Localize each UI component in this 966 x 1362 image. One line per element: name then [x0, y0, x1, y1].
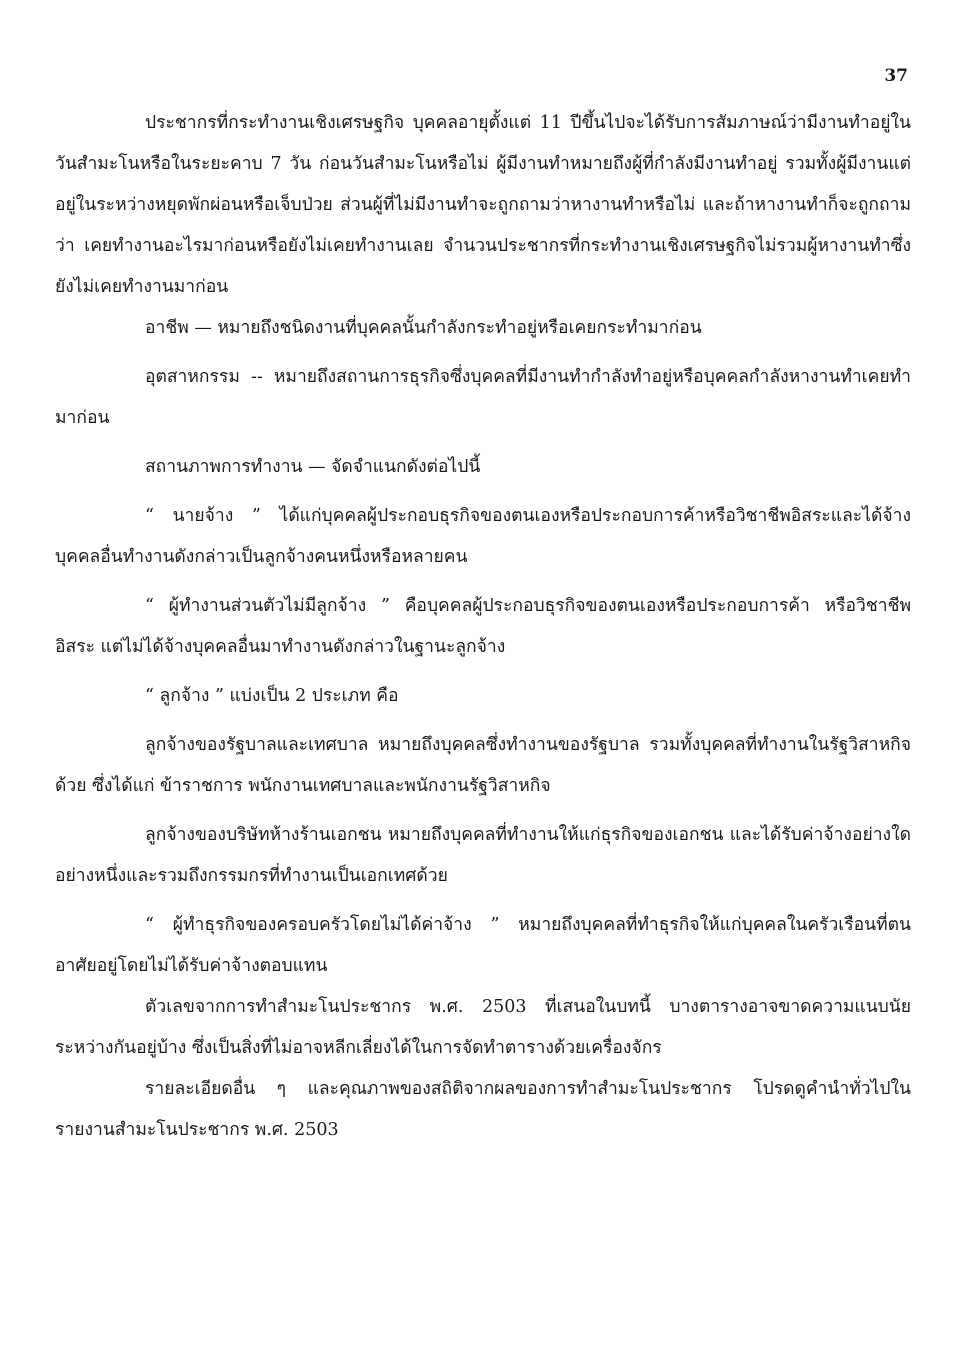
- paragraph-employer: “ นายจ้าง ” ได้แก่บุคคลผู้ประกอบธุรกิจของตนเองหรือประกอบการค้าหรือวิชาชีพอิสระและได้จ้างบุคคลอื่นทำงานดังกล่าวเป็นลูกจ้างคนหนึ่งหรือหลายคน: [55, 506, 911, 567]
- paragraph-own-account-worker: “ ผู้ทำงานส่วนตัวไม่มีลูกจ้าง ” คือบุคคลผู้ประกอบธุรกิจของตนเองหรือประกอบการค้า หรือวิชาชีพอิสระ แต่ไม่ได้จ้างบุคคลอื่นมาทำงานดังกล่าวในฐานะลูกจ้าง: [55, 596, 911, 657]
- paragraph-census-figures-note: ตัวเลขจากการทำสำมะโนประชากร พ.ศ. 2503 ที่เสนอในบทนี้ บางตารางอาจขาดความแนบนัยระหว่างกันอยู่บ้าง ซึ่งเป็นสิ่งที่ไม่อาจหลีกเลี่ยงได้ในการจัดทำตารางด้วยเครื่องจักร: [55, 997, 911, 1058]
- document-body: [55, 103, 911, 1151]
- page-number: 37: [884, 66, 908, 86]
- paragraph-work-status: สถานภาพการทำงาน — จัดจำแนกดังต่อไปนี้: [145, 457, 481, 477]
- paragraph-further-details: รายละเอียดอื่น ๆ และคุณภาพของสถิติจากผลของการทำสำมะโนประชากร โปรดดูคำนำทั่วไปในรายงานสำมะโนประชากร พ.ศ. 2503: [55, 1079, 911, 1140]
- paragraph-unpaid-family-worker: “ ผู้ทำธุรกิจของครอบครัวโดยไม่ได้ค่าจ้าง ” หมายถึงบุคคลที่ทำธุรกิจให้แก่บุคคลในครัวเรือนที่ตนอาศัยอยู่โดยไม่ได้รับค่าจ้างตอบแทน: [55, 915, 911, 976]
- paragraph-industry: อุตสาหกรรม -- หมายถึงสถานการธุรกิจซึ่งบุคคลที่มีงานทำกำลังทำอยู่หรือบุคคลกำลังหางานทำเคยทำมาก่อน: [55, 367, 911, 428]
- paragraph-private-employee: ลูกจ้างของบริษัทห้างร้านเอกชน หมายถึงบุคคลที่ทำงานให้แก่ธุรกิจของเอกชน และได้รับค่าจ้างอย่างใดอย่างหนึ่งและรวมถึงกรรมกรที่ทำงานเป็นเอกเทศด้วย: [55, 825, 911, 886]
- paragraph-occupation: อาชีพ — หมายถึงชนิดงานที่บุคคลนั้นกำลังกระทำอยู่หรือเคยกระทำมาก่อน: [145, 318, 702, 338]
- paragraph-economically-active-population: ประชากรที่กระทำงานเชิงเศรษฐกิจ บุคคลอายุตั้งแต่ 11 ปีขึ้นไปจะได้รับการสัมภาษณ์ว่ามีงานทำอยู่ในวันสำมะโนหรือในระยะคาบ 7 วัน ก่อนวันสำมะโนหรือไม่ ผู้มีงานทำหมายถึงผู้ที่กำลังมีงานทำอยู่ รวมทั้งผู้มีงานแต่อยู่ในระหว่างหยุดพักผ่อนหรือเจ็บป่วย ส่วนผู้ที่ไม่มีงานทำจะถูกถามว่าหางานทำหรือไม่ และถ้าหางานทำก็จะถูกถามว่า เคยทำงานอะไรมาก่อนหรือยังไม่เคยทำงานเลย จำนวนประชากรที่กระทำงานเชิงเศรษฐกิจไม่รวมผู้หางานทำซึ่งยังไม่เคยทำงานมาก่อน: [55, 113, 911, 297]
- paragraph-employee: “ ลูกจ้าง ” แบ่งเป็น 2 ประเภท คือ: [145, 686, 399, 706]
- paragraph-government-employee: ลูกจ้างของรัฐบาลและเทศบาล หมายถึงบุคคลซึ่งทำงานของรัฐบาล รวมทั้งบุคคลที่ทำงานในรัฐวิสาหกิจด้วย ซึ่งได้แก่ ข้าราชการ พนักงานเทศบาลและพนักงานรัฐวิสาหกิจ: [55, 735, 911, 796]
